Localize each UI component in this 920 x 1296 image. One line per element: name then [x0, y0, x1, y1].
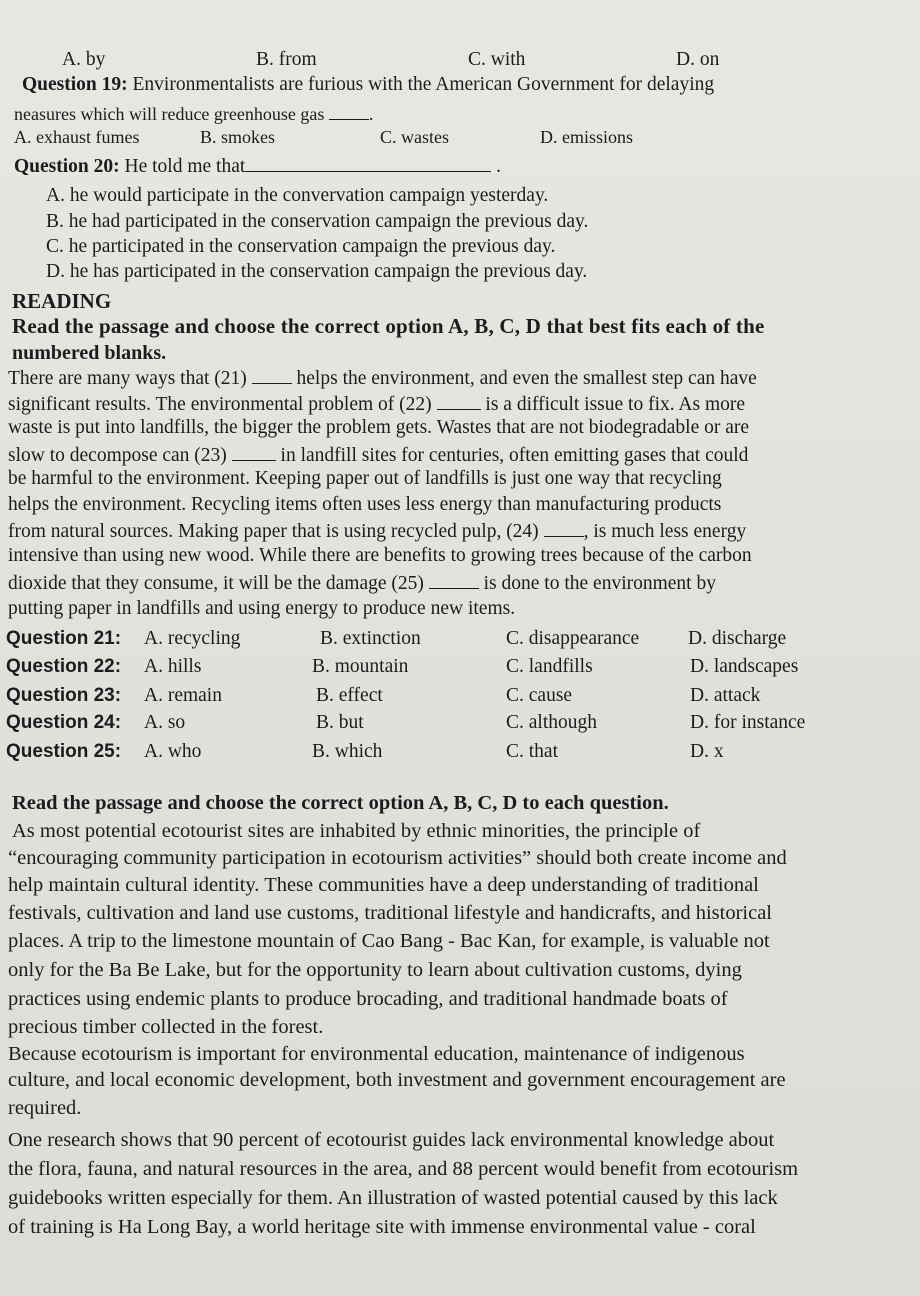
q18-option-b: B. from [256, 49, 317, 70]
passage-1-line: be harmful to the environment. Keeping paper out of landfills is just one way that recycling [8, 468, 722, 489]
passage-1-line [8, 570, 716, 596]
question-24-row [0, 711, 920, 737]
passage-1-text: significant results. The environmental problem of (22) [8, 394, 432, 415]
passage-2-line: guidebooks written especially for them. An illustration of wasted potential caused by this lack [8, 1187, 778, 1209]
passage-2-line: practices using endemic plants to produce brocading, and traditional handmade boats of [8, 988, 728, 1010]
question-23-row [0, 684, 920, 710]
passage-1-line: intensive than using new wood. While there are benefits to growing trees because of the carbon [8, 545, 752, 566]
passage-1-text: slow to decompose can (23) [8, 445, 227, 466]
q24-option-d: D. for instance [690, 712, 806, 733]
question-19-stem [22, 73, 714, 97]
passage-1-text: dioxide that they consume, it will be the damage (25) [8, 573, 424, 594]
q19-option-c: C. wastes [380, 127, 449, 147]
question-19-text-2: neasures which will reduce greenhouse gas [14, 104, 325, 124]
passage-2-line: festivals, cultivation and land use customs, traditional lifestyle and handicrafts, and historical [8, 902, 772, 924]
question-19-options [0, 125, 920, 149]
passage-1-line: helps the environment. Recycling items often uses less energy than manufacturing products [8, 494, 722, 515]
question-20-stem [14, 153, 501, 179]
blank-22 [437, 391, 481, 410]
passage-2-line: the flora, fauna, and natural resources in the area, and 88 percent would benefit from ecotourism [8, 1158, 799, 1180]
passage-1-text: is done to the environment by [483, 573, 716, 594]
q19-option-d: D. emissions [540, 127, 634, 147]
passage-1-line: waste is put into landfills, the bigger the problem gets. Wastes that are not biodegradable or are [8, 417, 750, 438]
answer-blank [329, 101, 369, 120]
q23-option-a: A. remain [144, 685, 222, 706]
passage-2-line: precious timber collected in the forest. [8, 1016, 324, 1038]
q24-option-c: C. although [506, 712, 597, 733]
passage-1-line [8, 391, 745, 417]
q18-option-a: A. by [62, 49, 106, 70]
passage-1-text: in landfill sites for centuries, often emitting gases that could [280, 445, 749, 466]
question-24-label: Question 24: [6, 712, 122, 733]
question-25-label: Question 25: [6, 741, 122, 762]
q21-option-d: D. discharge [688, 628, 787, 649]
q19-option-a: A. exhaust fumes [14, 127, 140, 147]
q22-option-b: B. mountain [312, 656, 409, 677]
q24-option-b: B. but [316, 712, 364, 733]
blank-21 [252, 365, 292, 384]
passage-2-line: only for the Ba Be Lake, but for the opportunity to learn about cultivation customs, dying [8, 959, 742, 981]
reading-instruction-2: numbered blanks. [12, 342, 167, 364]
blank-25 [429, 570, 479, 589]
passage-2-line: Because ecotourism is important for environmental education, maintenance of indigenous [8, 1043, 745, 1065]
q20-option-a: A. he would participate in the convervation campaign yesterday. [46, 185, 549, 206]
q22-option-d: D. landscapes [690, 656, 799, 677]
q18-option-d: D. on [676, 49, 720, 70]
question-21-label: Question 21: [6, 628, 122, 649]
q18-option-c: C. with [468, 49, 526, 70]
question-19-end: . [368, 104, 374, 124]
reading-instruction-1: Read the passage and choose the correct option A, B, C, D that best fits each of the [12, 314, 765, 338]
q21-option-a: A. recycling [144, 628, 241, 649]
passage-2-line: help maintain cultural identity. These communities have a deep understanding of traditional [8, 874, 759, 896]
blank-23 [232, 442, 276, 461]
question-23-label: Question 23: [6, 685, 122, 706]
passage-1-line: putting paper in landfills and using energy to produce new items. [8, 598, 516, 619]
reading-2-instruction: Read the passage and choose the correct option A, B, C, D to each question. [12, 792, 669, 814]
passage-1-line [8, 442, 748, 468]
q23-option-d: D. attack [690, 685, 761, 706]
question-18-options [0, 48, 920, 72]
question-20-end: . [496, 156, 502, 177]
passage-1-line [8, 518, 746, 544]
question-19-text-1: Environmentalists are furious with the American Government for delaying [132, 74, 715, 95]
question-25-row [0, 740, 920, 766]
q21-option-c: C. disappearance [506, 628, 640, 649]
question-19-label: Question 19: [22, 74, 128, 95]
passage-2-line: required. [8, 1097, 82, 1119]
passage-1-text: helps the environment, and even the smallest step can have [296, 368, 757, 389]
q25-option-c: C. that [506, 741, 558, 762]
passage-1-text: from natural sources. Making paper that is using recycled pulp, (24) [8, 521, 539, 542]
passage-1-line [8, 365, 757, 391]
q23-option-b: B. effect [316, 685, 383, 706]
q25-option-b: B. which [312, 741, 383, 762]
passage-1-text: , is much less energy [583, 521, 747, 542]
q23-option-c: C. cause [506, 685, 573, 706]
blank-24 [544, 518, 584, 537]
q20-option-d: D. he has participated in the conservation campaign the previous day. [46, 261, 588, 282]
answer-blank [245, 153, 491, 172]
question-20-label: Question 20: [14, 156, 120, 177]
question-19-stem-2 [14, 101, 373, 126]
passage-2-line: “encouraging community participation in ecotourism activities” should both create income and [8, 847, 787, 869]
passage-2-line: One research shows that 90 percent of ecotourist guides lack environmental knowledge about [8, 1129, 775, 1151]
q20-option-c: C. he participated in the conservation campaign the previous day. [46, 236, 556, 257]
passage-2-line: As most potential ecotourist sites are inhabited by ethnic minorities, the principle of [12, 820, 701, 842]
q25-option-d: D. x [690, 741, 724, 762]
q24-option-a: A. so [144, 712, 186, 733]
q22-option-c: C. landfills [506, 656, 593, 677]
question-20-text: He told me that [124, 156, 246, 177]
passage-2-line: culture, and local economic development, both investment and government encouragement are [8, 1069, 786, 1091]
question-22-row [0, 655, 920, 681]
passage-2-line: of training is Ha Long Bay, a world heritage site with immense environmental value - coral [8, 1216, 756, 1238]
q21-option-b: B. extinction [320, 628, 421, 649]
q25-option-a: A. who [144, 741, 202, 762]
question-22-label: Question 22: [6, 656, 122, 677]
reading-heading: READING [12, 289, 112, 313]
q20-option-b: B. he had participated in the conservation campaign the previous day. [46, 211, 589, 232]
passage-2-line: places. A trip to the limestone mountain of Cao Bang - Bac Kan, for example, is valuable not [8, 930, 770, 952]
question-21-row [0, 627, 920, 653]
q22-option-a: A. hills [144, 656, 202, 677]
q19-option-b: B. smokes [200, 127, 276, 147]
passage-1-text: is a difficult issue to fix. As more [485, 394, 746, 415]
passage-1-text: There are many ways that (21) [8, 368, 247, 389]
